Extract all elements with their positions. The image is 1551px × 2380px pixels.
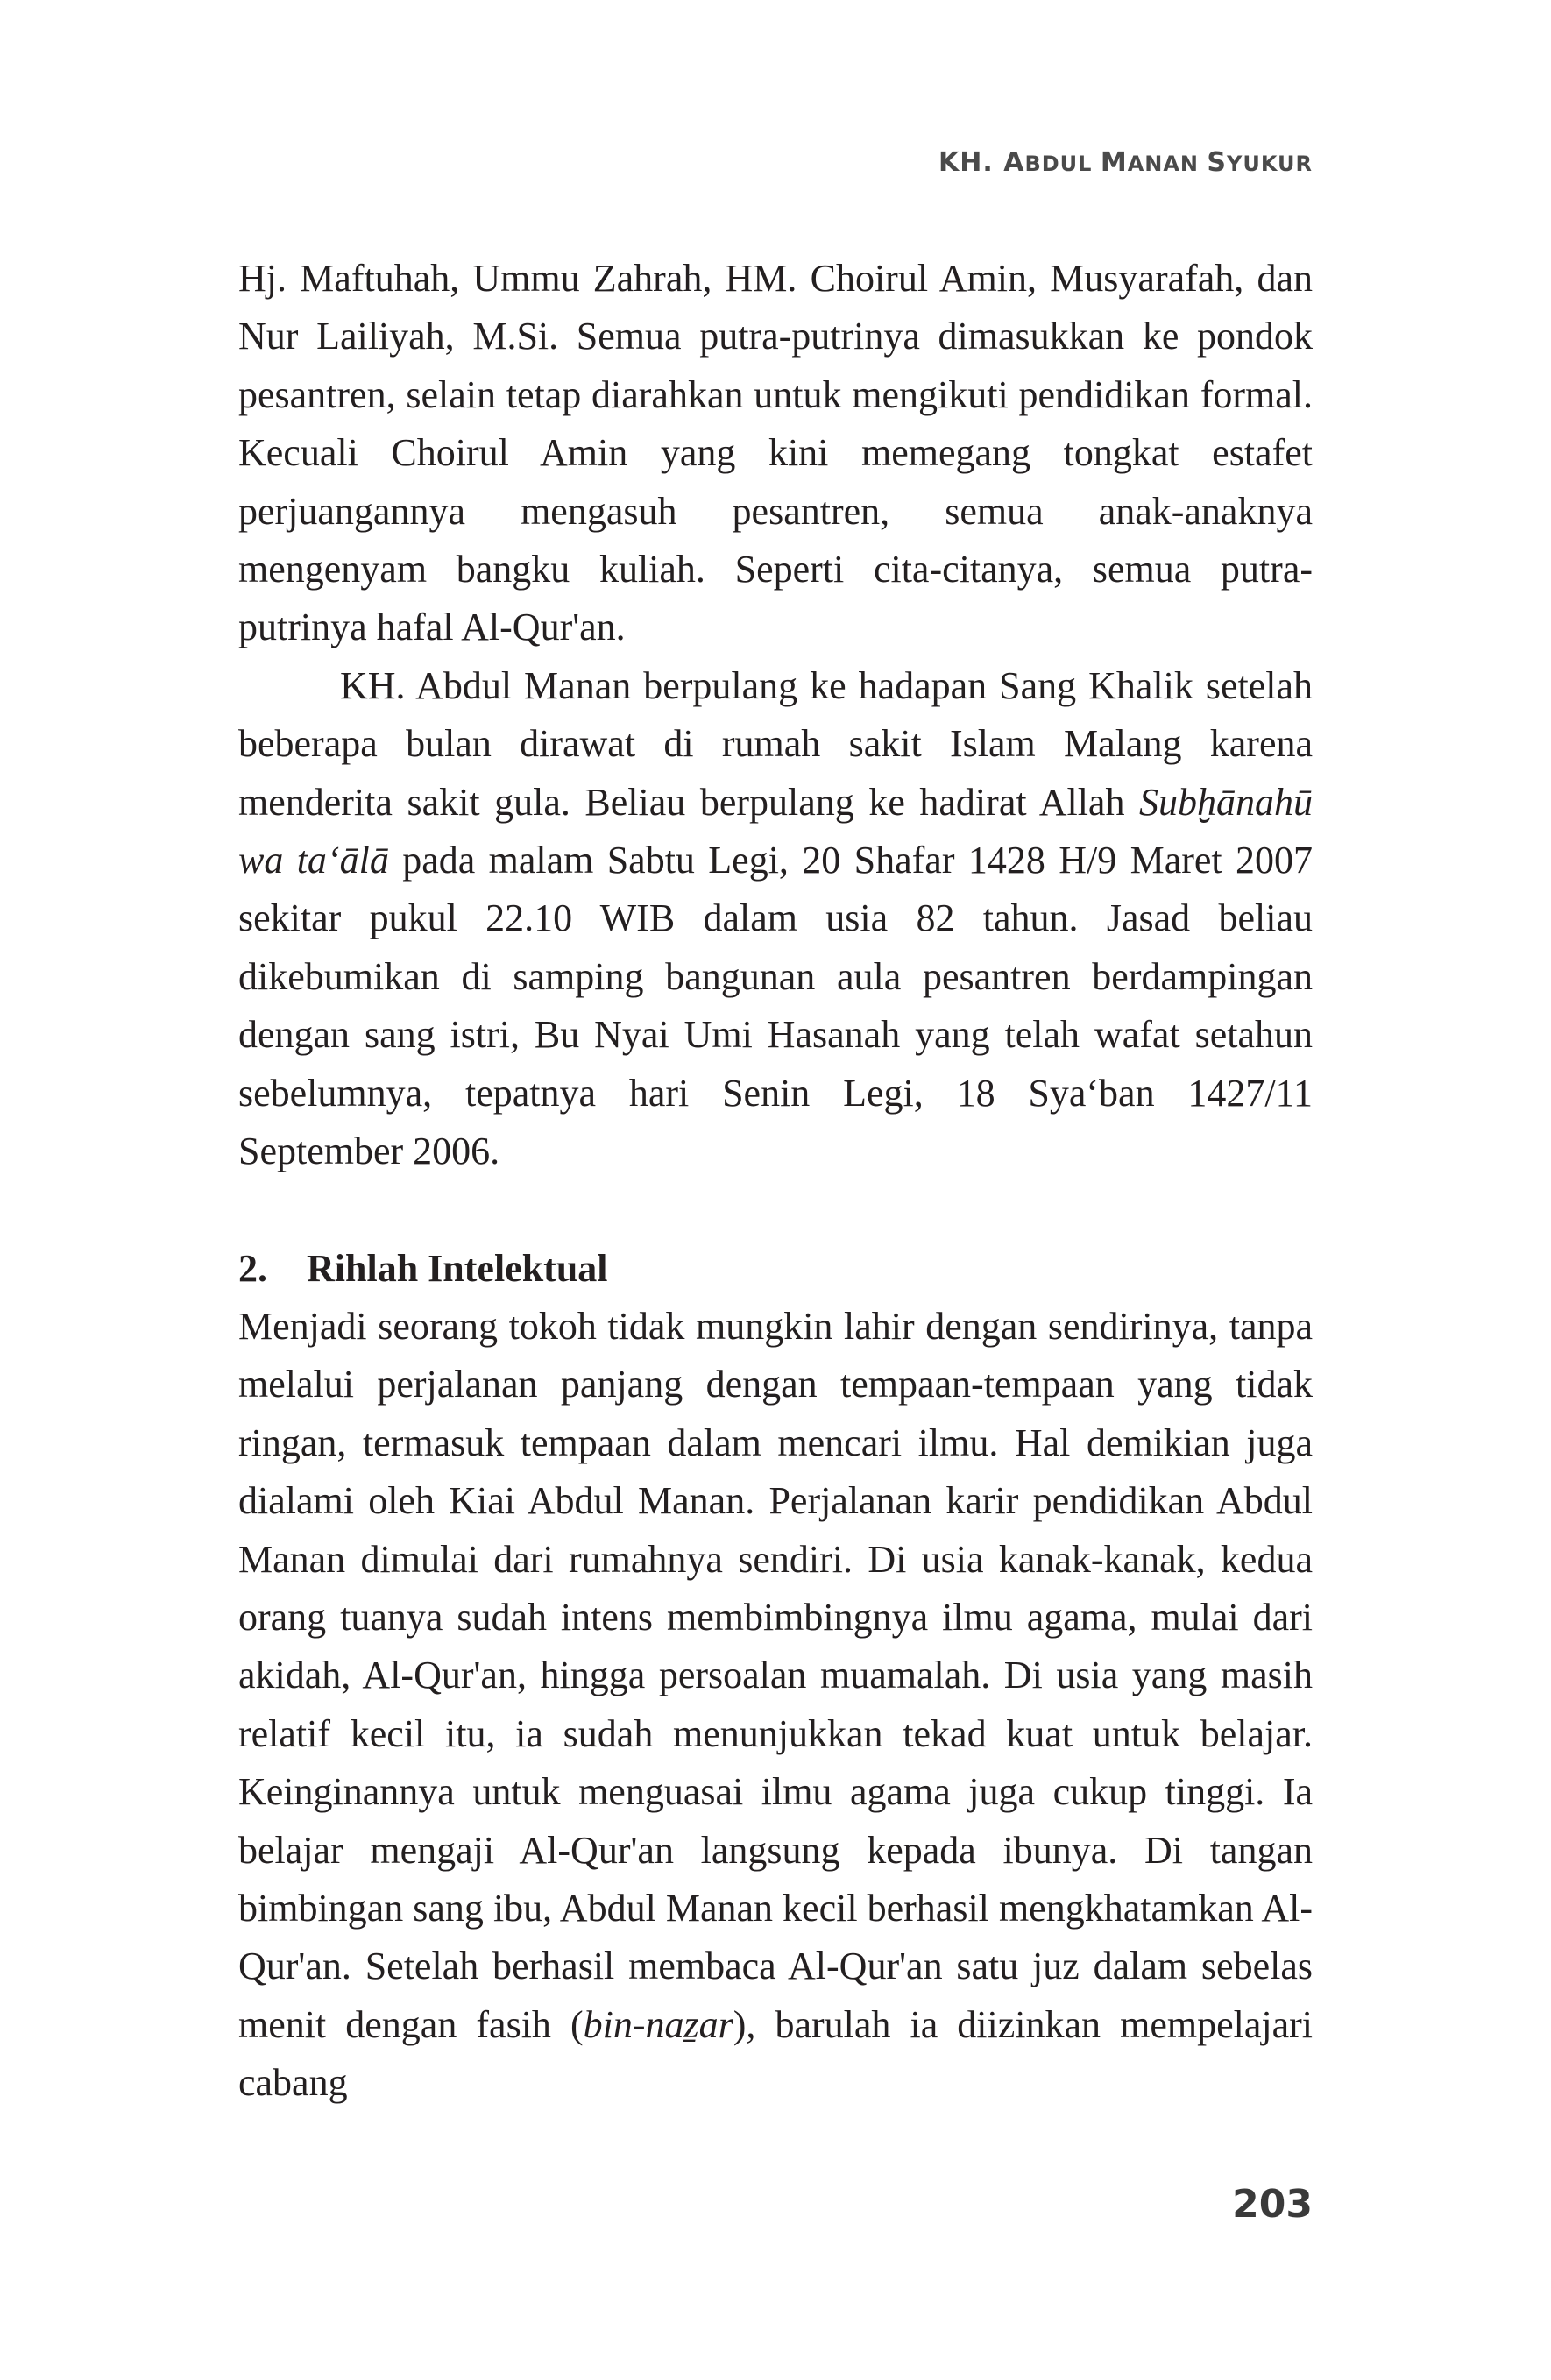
arabic-honorific: Subḫānahū wa ta‘ālā xyxy=(238,780,1313,882)
paragraph-passing-text-2: pada malam Sabtu Legi, 20 Shafar 1428 H/9 Maret 2007 sekitar pukul 22.10 WIB dalam usia 82 tahun. Jasad beliau dikebumikan di samping bangunan aula pesantren berdampingan dengan sang istri, Bu Nyai Umi Hasanah yang telah wafat setahun sebelumnya, tepatnya hari Senin Legi, 18 Sya‘ban 1427/11 September 2006. xyxy=(238,839,1314,1173)
page-number: 203 xyxy=(1232,2182,1313,2227)
paragraph-passing-text-1: KH. Abdul Manan berpulang ke hadapan Sang Khalik setelah beberapa bulan dirawat di rumah sakit Islam Malang karena menderita sakit gula. Beliau berpulang ke hadirat Allah xyxy=(238,663,1313,824)
section-number: 2. xyxy=(238,1246,267,1290)
paragraph-passing xyxy=(238,657,1313,1181)
arabic-term: bin-naẕar xyxy=(583,2002,733,2046)
running-header-initial-3: S xyxy=(1207,147,1227,178)
paragraph-education-text-1: Menjadi seorang tokoh tidak mungkin lahir dengan sendirinya, tanpa melalui perjalanan panjang dengan tempaan-tempaan yang tidak ringan, termasuk tempaan dalam mencari ilmu. Hal demikian juga dialami oleh Kiai Abdul Manan. Perjalanan karir pendidikan Abdul Manan dimulai dari rumahnya sendiri. Di usia kanak-kanak, kedua orang tuanya sudah intens membimbingnya ilmu agama, mulai dari akidah, Al-Qur'an, hingga persoalan muamalah. Di usia yang masih relatif kecil itu, ia sudah menunjukkan tekad kuat untuk belajar. Keinginannya untuk menguasai ilmu agama juga cukup tinggi. Ia belajar mengaji Al-Qur'an langsung kepada ibunya. Di tangan bimbingan sang ibu, Abdul Manan kecil berhasil mengkhatamkan Al-Qur'an. Setelah berhasil membaca Al-Qur'an satu juz dalam sebelas menit dengan fasih ( xyxy=(238,1304,1313,2046)
section-title: Rihlah Intelektual xyxy=(307,1246,608,1290)
running-header-rest-2: ANAN xyxy=(1127,152,1208,176)
running-header-rest-1: BDUL xyxy=(1024,152,1101,176)
running-header-rest-3: YUKUR xyxy=(1226,152,1313,176)
paragraph-education xyxy=(238,1298,1313,2113)
paragraph-family: Hj. Maftuhah, Ummu Zahrah, HM. Choirul Amin, Musyarafah, dan Nur Lailiyah, M.Si. Semua putra-putrinya dimasukkan ke pondok pesantren, selain tetap diarahkan untuk mengikuti pendidikan formal. Kecuali Choirul Amin yang kini memegang tongkat estafet perjuangannya mengasuh pesantren, semua anak-anaknya mengenyam bangku kuliah. Seperti cita-citanya, semua putra-putrinya hafal Al-Qur'an. xyxy=(238,257,1313,649)
paragraph-education-text-2: ), barulah ia diizinkan mempelajari cabang xyxy=(238,2002,1313,2105)
running-header-initial-2: M xyxy=(1100,147,1128,178)
running-header xyxy=(938,147,1313,178)
page-body xyxy=(238,250,1313,2113)
section-heading xyxy=(238,1240,1313,1298)
running-header-initial-1: KH. A xyxy=(938,147,1025,178)
